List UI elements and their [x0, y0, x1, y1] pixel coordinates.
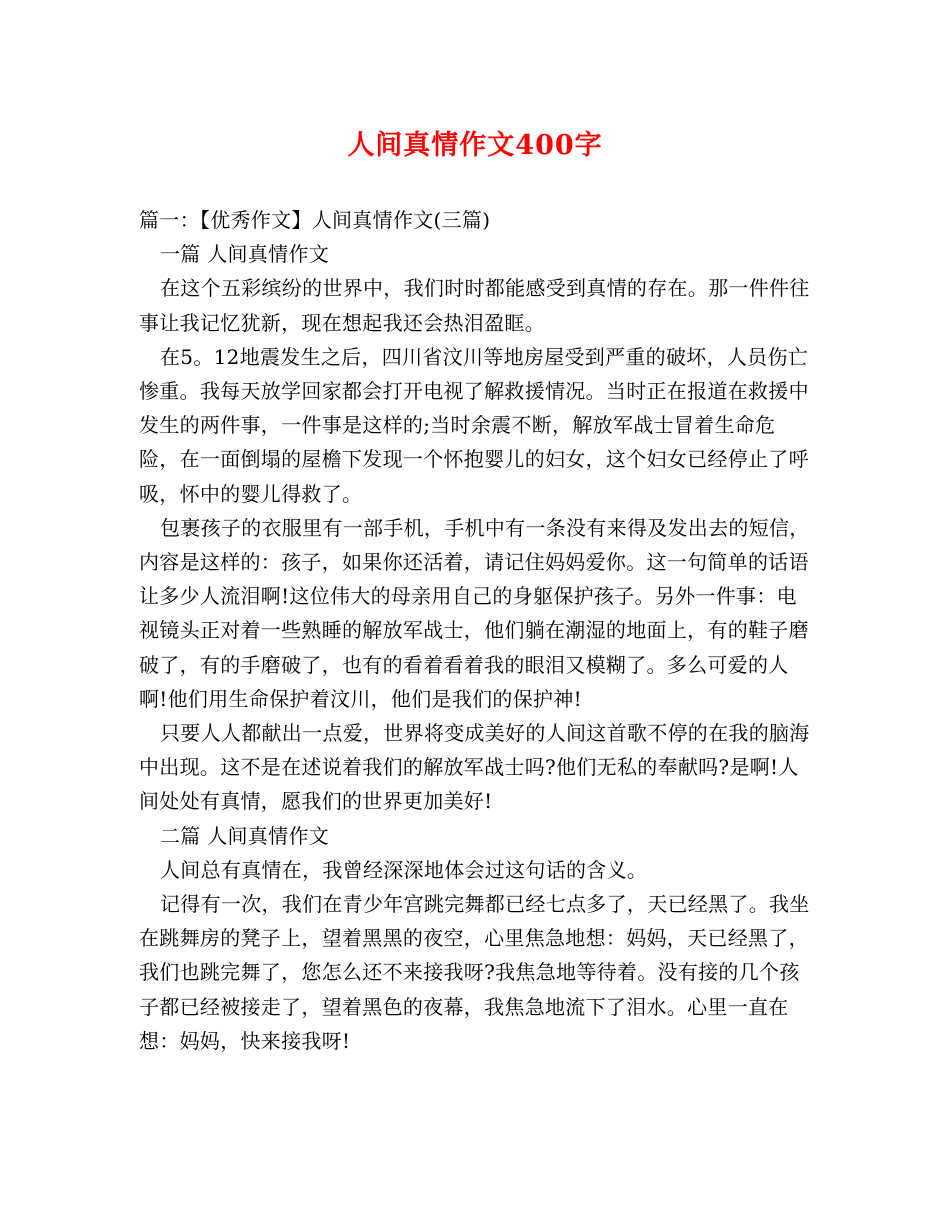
document-body — [139, 203, 815, 1058]
paragraph: 记得有一次，我们在青少年宫跳完舞都已经七点多了，天已经黑了。我坐在跳舞房的凳子上，望着黑黑的夜空，心里焦急地想：妈妈，天已经黑了，我们也跳完舞了，您怎么还不来接我呀?我焦急地等待着。没有接的几个孩子都已经被接走了，望着黑色的夜幕，我焦急地流下了泪水。心里一直在想：妈妈，快来接我呀! — [139, 892, 810, 1053]
paragraph: 在这个五彩缤纷的世界中，我们时时都能感受到真情的存在。那一件件往事让我记忆犹新，现在想起我还会热泪盈眶。 — [139, 276, 810, 335]
essay-heading: 二篇 人间真情作文 — [160, 823, 330, 848]
document-title: 人间真情作文400字 — [347, 130, 603, 161]
section-heading: 篇一：【优秀作文】人间真情作文(三篇) — [139, 208, 491, 232]
paragraph: 人间总有真情在，我曾经深深地体会过这句话的含义。 — [160, 857, 648, 882]
paragraph: 只要人人都献出一点爱，世界将变成美好的人间这首歌不停的在我的脑海中出现。这不是在述说着我们的解放军战士吗?他们无私的奉献吗?是啊!人间处处有真情，愿我们的世界更加美好! — [139, 721, 810, 814]
essay-heading: 一篇 人间真情作文 — [160, 242, 330, 267]
paragraph: 包裹孩子的衣服里有一部手机，手机中有一条没有来得及发出去的短信，内容是这样的：孩子，如果你还活着，请记住妈妈爱你。这一句简单的话语让多少人流泪啊!这位伟大的母亲用自己的身躯保护孩子。另外一件事：电视镜头正对着一些熟睡的解放军战士，他们躺在潮湿的地面上，有的鞋子磨破了，有的手磨破了，也有的看着看着我的眼泪又模糊了。多么可爱的人啊!他们用生命保护着汶川，他们是我们的保护神! — [139, 515, 810, 711]
paragraph: 在5。12地震发生之后，四川省汶川等地房屋受到严重的破坏，人员伤亡惨重。我每天放学回家都会打开电视了解救援情况。当时正在报道在救援中发生的两件事，一件事是这样的;当时余震不断，解放军战士冒着生命危险，在一面倒塌的屋檐下发现一个怀抱婴儿的妇女，这个妇女已经停止了呼吸，怀中的婴儿得救了。 — [139, 344, 809, 506]
